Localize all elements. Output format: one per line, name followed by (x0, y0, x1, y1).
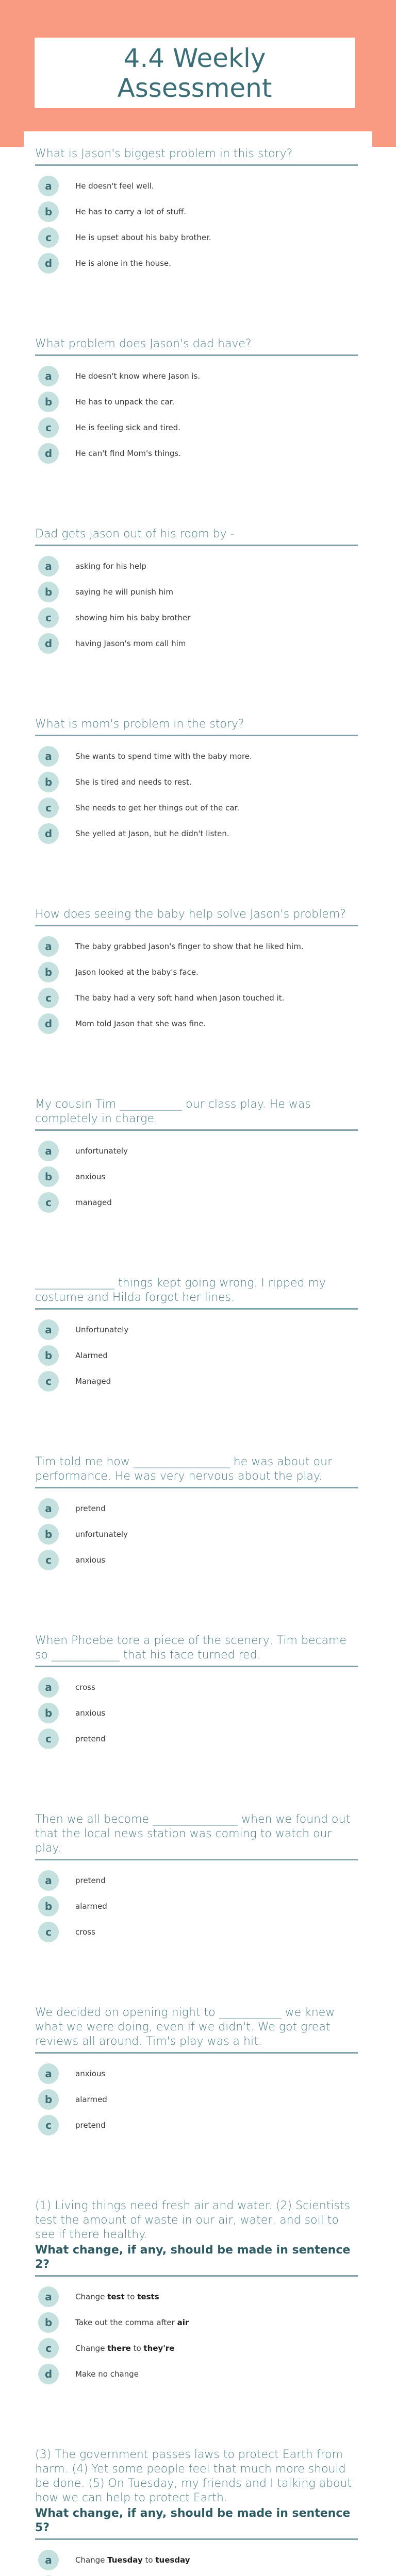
option-text-part: cross (75, 1927, 95, 1937)
option-text (75, 371, 200, 381)
option-text-bold: air (177, 2318, 189, 2327)
question-divider (35, 735, 358, 736)
option-text (75, 1503, 106, 1514)
option-text-part: anxious (75, 1708, 106, 1718)
answer-option-a[interactable] (35, 2284, 358, 2310)
option-text (75, 181, 154, 191)
question-6 (35, 1097, 358, 1215)
option-letter-badge[interactable]: a (38, 1677, 59, 1698)
option-text-part: pretend (75, 1504, 106, 1513)
option-text-part: She wants to spend time with the baby more. (75, 752, 252, 761)
option-text-part: cross (75, 1683, 95, 1692)
option-letter-badge[interactable]: c (38, 2338, 59, 2359)
option-text-part: managed (75, 1198, 112, 1207)
option-text-part: Change (75, 2344, 108, 2353)
option-letter-badge[interactable]: a (38, 746, 59, 767)
answer-option-b[interactable] (35, 769, 358, 795)
option-letter-badge[interactable]: b (38, 1524, 59, 1545)
answer-option-c[interactable] (35, 225, 358, 250)
question-text: What is mom's problem in the story? (35, 718, 244, 731)
option-text (75, 2094, 107, 2105)
option-text (75, 1901, 107, 1911)
option-letter-badge[interactable]: a (38, 1141, 59, 1161)
answer-option-b[interactable] (35, 1164, 358, 1190)
answer-option-a[interactable] (35, 743, 358, 769)
option-text (75, 1376, 111, 1386)
answer-option-b[interactable] (35, 2087, 358, 2112)
option-text (75, 587, 173, 597)
answer-option-a[interactable] (35, 2061, 358, 2087)
option-text (75, 1019, 206, 1029)
option-text-part: Managed (75, 1377, 111, 1386)
question-text: Then we all become _______________ when we found out that the local news station was coming to watch our play. (35, 1813, 351, 1855)
option-text-part: He can't find Mom's things. (75, 449, 181, 458)
question-divider (35, 354, 358, 356)
answer-option-d[interactable] (35, 631, 358, 656)
option-letter-badge[interactable]: b (38, 392, 59, 412)
option-letter-badge[interactable]: d (38, 823, 59, 844)
question-10 (35, 1812, 358, 1945)
option-text (75, 1734, 106, 1744)
option-text-part: Change (75, 2555, 108, 2565)
answer-option-c[interactable] (35, 2335, 358, 2361)
option-text (75, 941, 304, 952)
question-text: My cousin Tim ___________ our class play. He was completely in charge. (35, 1098, 311, 1125)
question-prompt: What change, if any, should be made in sentence 2? (35, 2244, 351, 2271)
option-text (75, 2317, 189, 2328)
option-text (75, 1708, 105, 1718)
option-text-part: The baby grabbed Jason's finger to show that he liked him. (75, 942, 304, 951)
option-letter-badge[interactable]: b (38, 2089, 59, 2110)
question-divider (35, 1129, 358, 1131)
question-text: ______________ things kept going wrong. I ripped my costume and Hilda forgot her lines. (35, 1277, 326, 1304)
option-text-part: He doesn't feel well. (75, 181, 154, 191)
option-text (75, 2555, 190, 2565)
option-text-part: unfortunately (75, 1146, 128, 1156)
option-letter-badge[interactable]: b (38, 2312, 59, 2333)
option-letter-badge[interactable]: b (38, 201, 59, 222)
question-2 (35, 337, 358, 466)
answer-option-d[interactable] (35, 250, 358, 276)
answer-option-d[interactable] (35, 1011, 358, 1037)
option-text-bold: tests (137, 2292, 159, 2301)
option-text (75, 2292, 159, 2302)
option-text (75, 1529, 128, 1539)
option-text-part: asking for his help (75, 562, 146, 571)
option-letter-badge[interactable]: a (38, 556, 59, 577)
option-text (75, 1172, 105, 1182)
option-text-part: He is alone in the house. (75, 259, 171, 268)
answer-option-c[interactable] (35, 795, 358, 821)
option-text (75, 967, 199, 977)
option-letter-badge[interactable]: d (38, 1013, 59, 1034)
option-letter-badge[interactable]: b (38, 1166, 59, 1187)
answer-option-a[interactable] (35, 363, 358, 389)
answer-option-c[interactable] (35, 1919, 358, 1945)
option-text-part: Jason looked at the baby's face. (75, 968, 199, 977)
answer-option-a[interactable] (35, 2547, 358, 2573)
option-text-bold: Tuesday (107, 2555, 143, 2565)
option-letter-badge[interactable]: c (38, 1192, 59, 1213)
option-letter-badge[interactable]: c (38, 988, 59, 1008)
option-letter-badge[interactable]: d (38, 633, 59, 654)
option-text-part: He doesn't know where Jason is. (75, 371, 201, 381)
option-letter-badge[interactable]: a (38, 366, 59, 386)
option-text-bold: test (107, 2292, 125, 2301)
option-text (75, 751, 252, 761)
question-text: What is Jason's biggest problem in this story? (35, 147, 293, 160)
answer-option-c[interactable] (35, 1190, 358, 1215)
answer-option-c[interactable] (35, 415, 358, 440)
option-text-part: pretend (75, 1876, 106, 1885)
option-letter-badge[interactable]: c (38, 417, 59, 438)
question-divider (35, 1308, 358, 1310)
option-text (75, 993, 284, 1003)
answer-option-c[interactable] (35, 1368, 358, 1394)
option-letter-badge[interactable]: c (38, 1922, 59, 1942)
answer-option-d[interactable] (35, 440, 358, 466)
option-text-part: anxious (75, 1172, 106, 1181)
option-text-part: to (142, 2555, 156, 2565)
option-text (75, 207, 186, 217)
option-text (75, 1927, 95, 1937)
answer-option-b[interactable] (35, 2310, 358, 2335)
option-letter-badge[interactable]: d (38, 253, 59, 274)
option-text-part: saying he will punish him (75, 587, 173, 597)
answer-option-a[interactable] (35, 1496, 358, 1521)
answer-option-b[interactable] (35, 579, 358, 605)
answer-option-b[interactable] (35, 1521, 358, 1547)
option-letter-badge[interactable]: b (38, 582, 59, 602)
option-text (75, 1350, 108, 1361)
question-divider (35, 164, 358, 166)
option-letter-badge[interactable]: a (38, 2286, 59, 2307)
option-text (75, 638, 186, 649)
option-text-part: He has to unpack the car. (75, 397, 175, 406)
question-divider (35, 925, 358, 926)
option-letter-badge[interactable]: a (38, 2550, 59, 2570)
option-text-part: She yelled at Jason, but he didn't listen. (75, 829, 229, 838)
option-letter-badge[interactable]: d (38, 2364, 59, 2384)
option-letter-badge[interactable]: c (38, 607, 59, 628)
option-text (75, 803, 239, 813)
option-text-part: alarmed (75, 2095, 107, 2104)
option-text (75, 828, 229, 839)
question-3 (35, 527, 358, 656)
option-text-part: pretend (75, 1734, 106, 1743)
answer-option-c[interactable] (35, 605, 358, 631)
question-13 (35, 2448, 358, 2576)
option-letter-badge[interactable]: b (38, 772, 59, 792)
option-text-part: She needs to get her things out of the car. (75, 803, 240, 812)
question-4 (35, 717, 358, 846)
option-text (75, 2369, 139, 2379)
option-text (75, 1682, 95, 1692)
option-text (75, 448, 181, 459)
option-text (75, 1325, 128, 1335)
option-text-bold: tuesday (155, 2555, 190, 2565)
question-text: We decided on opening night to ___________ we knew what we were doing, even if we didn't. We got great reviews all around. Tim's play was a hit. (35, 2006, 335, 2048)
option-text-part: Take out the comma after (75, 2318, 177, 2327)
option-text-part: She is tired and needs to rest. (75, 777, 192, 787)
option-text-part: He is feeling sick and tired. (75, 423, 180, 432)
option-text-part: Change (75, 2292, 108, 2301)
question-11 (35, 2006, 358, 2138)
option-text-part: showing him his baby brother (75, 613, 191, 622)
answer-option-a[interactable] (35, 1674, 358, 1700)
question-1 (35, 147, 358, 276)
option-letter-badge[interactable]: c (38, 798, 59, 818)
question-5 (35, 907, 358, 1037)
option-letter-badge[interactable]: a (38, 1870, 59, 1891)
option-letter-badge[interactable]: c (38, 1371, 59, 1392)
answer-option-b[interactable] (35, 199, 358, 225)
option-letter-badge[interactable]: c (38, 1550, 59, 1570)
option-text-part: Make no change (75, 2369, 139, 2379)
option-letter-badge[interactable]: b (38, 1345, 59, 1366)
option-letter-badge[interactable]: b (38, 1703, 59, 1723)
option-text-part: Alarmed (75, 1351, 108, 1360)
option-text (75, 2069, 105, 2079)
answer-option-c[interactable] (35, 1547, 358, 1573)
option-letter-badge[interactable]: b (38, 962, 59, 982)
option-text (75, 1197, 112, 1208)
answer-option-b[interactable] (35, 389, 358, 415)
option-text (75, 2343, 174, 2353)
option-text (75, 561, 146, 571)
option-text (75, 1146, 128, 1156)
question-12 (35, 2199, 358, 2387)
option-letter-badge[interactable]: c (38, 1728, 59, 1749)
answer-option-a[interactable] (35, 1868, 358, 1893)
question-text: What problem does Jason's dad have? (35, 337, 252, 350)
question-text: Tim told me how _________________ he was about our performance. He was very nervous about the play. (35, 1455, 333, 1483)
question-divider (35, 2275, 358, 2277)
answer-option-b[interactable] (35, 2573, 358, 2576)
question-divider (35, 545, 358, 546)
title-box (35, 38, 355, 108)
question-text: (3) The government passes laws to protect Earth from harm. (4) Yet some people feel that much more should be done. (5) On Tuesday, my friends and I talking about how we can help to protect Earth. (35, 2448, 352, 2504)
answer-option-a[interactable] (35, 553, 358, 579)
header-banner (0, 0, 396, 147)
answer-option-d[interactable] (35, 821, 358, 846)
page-title: 4.4 Weekly Assessment (117, 43, 272, 103)
answer-option-c[interactable] (35, 2112, 358, 2138)
answer-option-b[interactable] (35, 959, 358, 985)
option-text-part: unfortunately (75, 1530, 128, 1539)
answer-option-b[interactable] (35, 1893, 358, 1919)
option-text (75, 397, 174, 407)
option-letter-badge[interactable]: d (38, 443, 59, 464)
question-8 (35, 1455, 358, 1573)
option-text (75, 232, 211, 243)
option-text-part: to (124, 2292, 138, 2301)
answer-option-a[interactable] (35, 173, 358, 199)
option-letter-badge[interactable]: a (38, 1319, 59, 1340)
question-7 (35, 1276, 358, 1394)
answer-option-d[interactable] (35, 2361, 358, 2387)
option-text (75, 777, 192, 787)
option-text-part: He is upset about his baby brother. (75, 233, 211, 242)
option-letter-badge[interactable]: c (38, 2115, 59, 2136)
option-letter-badge[interactable]: b (38, 1896, 59, 1917)
question-text: How does seeing the baby help solve Jason's problem? (35, 908, 346, 921)
option-letter-badge[interactable]: a (38, 176, 59, 196)
answer-option-b[interactable] (35, 1343, 358, 1368)
option-letter-badge[interactable]: c (38, 227, 59, 248)
question-text: When Phoebe tore a piece of the scenery, Tim became so ____________ that his face turned red. (35, 1634, 347, 1662)
option-text-part: to (130, 2344, 144, 2353)
answer-option-a[interactable] (35, 934, 358, 959)
answer-option-c[interactable] (35, 985, 358, 1011)
option-text-part: Unfortunately (75, 1325, 129, 1334)
option-text-bold: they're (143, 2344, 175, 2353)
option-text (75, 2120, 106, 2130)
question-divider (35, 2538, 358, 2540)
option-text-part: having Jason's mom call him (75, 639, 186, 648)
question-divider (35, 2052, 358, 2054)
option-letter-badge[interactable]: a (38, 936, 59, 957)
answer-option-c[interactable] (35, 1726, 358, 1752)
questions-card (24, 131, 372, 2576)
option-text (75, 258, 171, 268)
question-9 (35, 1634, 358, 1752)
question-text: (1) Living things need fresh air and water. (2) Scientists test the amount of waste in our air, water, and soil to see if there healthy. (35, 2199, 351, 2241)
question-prompt: What change, if any, should be made in sentence 5? (35, 2507, 351, 2534)
option-text (75, 1875, 106, 1886)
option-letter-badge[interactable]: a (38, 2063, 59, 2084)
option-text-part: He has to carry a lot of stuff. (75, 207, 187, 216)
option-text-part: pretend (75, 2121, 106, 2130)
option-text (75, 1555, 105, 1565)
question-text: Dad gets Jason out of his room by - (35, 528, 235, 540)
option-text-bold: there (107, 2344, 131, 2353)
answer-option-a[interactable] (35, 1138, 358, 1164)
option-text-part: Mom told Jason that she was fine. (75, 1019, 206, 1028)
option-text-part: anxious (75, 1555, 106, 1565)
question-divider (35, 1859, 358, 1860)
answer-option-a[interactable] (35, 1317, 358, 1343)
option-text-part: anxious (75, 2069, 106, 2078)
answer-option-b[interactable] (35, 1700, 358, 1726)
question-divider (35, 1487, 358, 1488)
option-text (75, 422, 180, 433)
option-letter-badge[interactable]: a (38, 1498, 59, 1519)
option-text-part: alarmed (75, 1902, 107, 1911)
option-text-part: The baby had a very soft hand when Jason touched it. (75, 993, 285, 1003)
option-text (75, 613, 190, 623)
question-divider (35, 1666, 358, 1667)
